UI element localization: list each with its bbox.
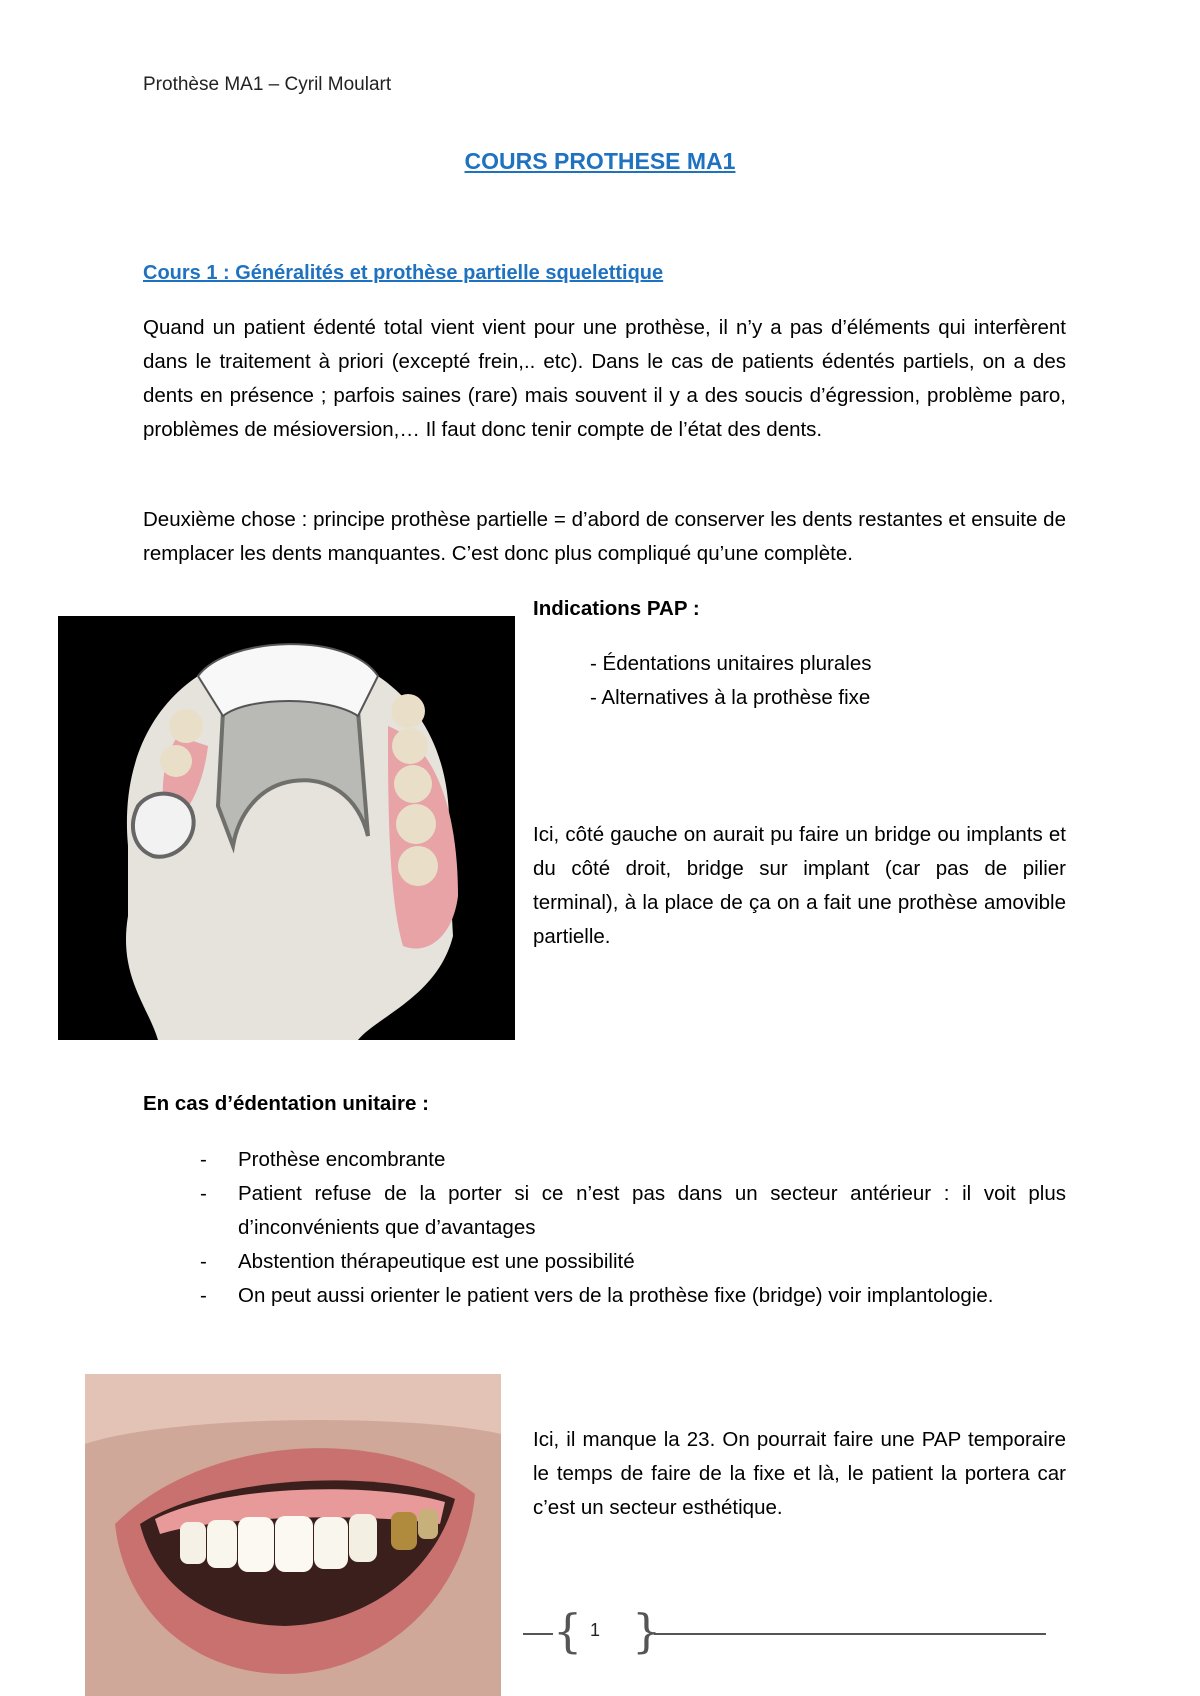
indications-list	[590, 647, 871, 715]
smile-comment: Ici, il manque la 23. On pourrait faire une PAP temporaire le temps de faire de la fixe et là, le patient la portera car c’est un secteur esthétique.	[533, 1428, 1066, 1519]
principle-paragraph: Deuxième chose : principe prothèse partielle = d’abord de conserver les dents restantes et ensuite de remplacer les dents manquantes. C’est donc plus compliqué qu’une complète.	[143, 508, 1066, 565]
list-item	[200, 1245, 1066, 1279]
intro-paragraph: Quand un patient édenté total vient vient pour une prothèse, il n’y a pas d’éléments qui interfèrent dans le traitement à priori (excepté frein,.. etc). Dans le cas de patients édentés partiels, on a des dents en présence ; parfois saines (rare) mais souvent il y a des soucis d’égression, problème paro, problèmes de mésioversion,… Il faut donc tenir compte de l’état des dents.	[143, 316, 1066, 441]
unitaire-list	[200, 1143, 1066, 1313]
smile-photo	[85, 1374, 501, 1696]
page-number: 1	[590, 1620, 601, 1640]
bullet-dash: -	[200, 1250, 207, 1273]
list-item-text: Patient refuse de la porter si ce n’est pas dans un secteur antérieur : il voit plus d’inconvénients que d’avantages	[238, 1182, 1066, 1239]
list-item	[200, 1279, 1066, 1313]
bullet-dash: -	[200, 1182, 207, 1205]
list-item-text: Abstention thérapeutique est une possibilité	[238, 1250, 635, 1273]
bullet-dash: -	[200, 1284, 207, 1307]
footer-rule	[654, 1633, 1046, 1635]
partial-denture-photo	[58, 616, 515, 1040]
document-title: COURS PROTHESE MA1	[464, 148, 736, 174]
brace-left-icon: {	[553, 1604, 583, 1658]
indications-title: Indications PAP :	[533, 597, 700, 620]
unitaire-title: En cas d’édentation unitaire :	[143, 1092, 429, 1115]
brace-right-icon: }	[632, 1604, 662, 1658]
bullet-dash: -	[200, 1148, 207, 1171]
footer-rule	[523, 1633, 553, 1635]
list-item: - Alternatives à la prothèse fixe	[590, 686, 871, 709]
list-item: - Édentations unitaires plurales	[590, 652, 872, 675]
list-item-text: On peut aussi orienter le patient vers de la prothèse fixe (bridge) voir implantologie.	[238, 1284, 994, 1307]
denture-comment: Ici, côté gauche on aurait pu faire un bridge ou implants et du côté droit, bridge sur implant (car pas de pilier terminal), à la place de ça on a fait une prothèse amovible partielle.	[533, 823, 1066, 948]
running-header: Prothèse MA1 – Cyril Moulart	[143, 74, 392, 95]
section-title: Cours 1 : Généralités et prothèse partielle squelettique	[143, 262, 664, 284]
list-item	[200, 1143, 1066, 1177]
list-item	[200, 1177, 1066, 1245]
list-item-text: Prothèse encombrante	[238, 1148, 446, 1171]
